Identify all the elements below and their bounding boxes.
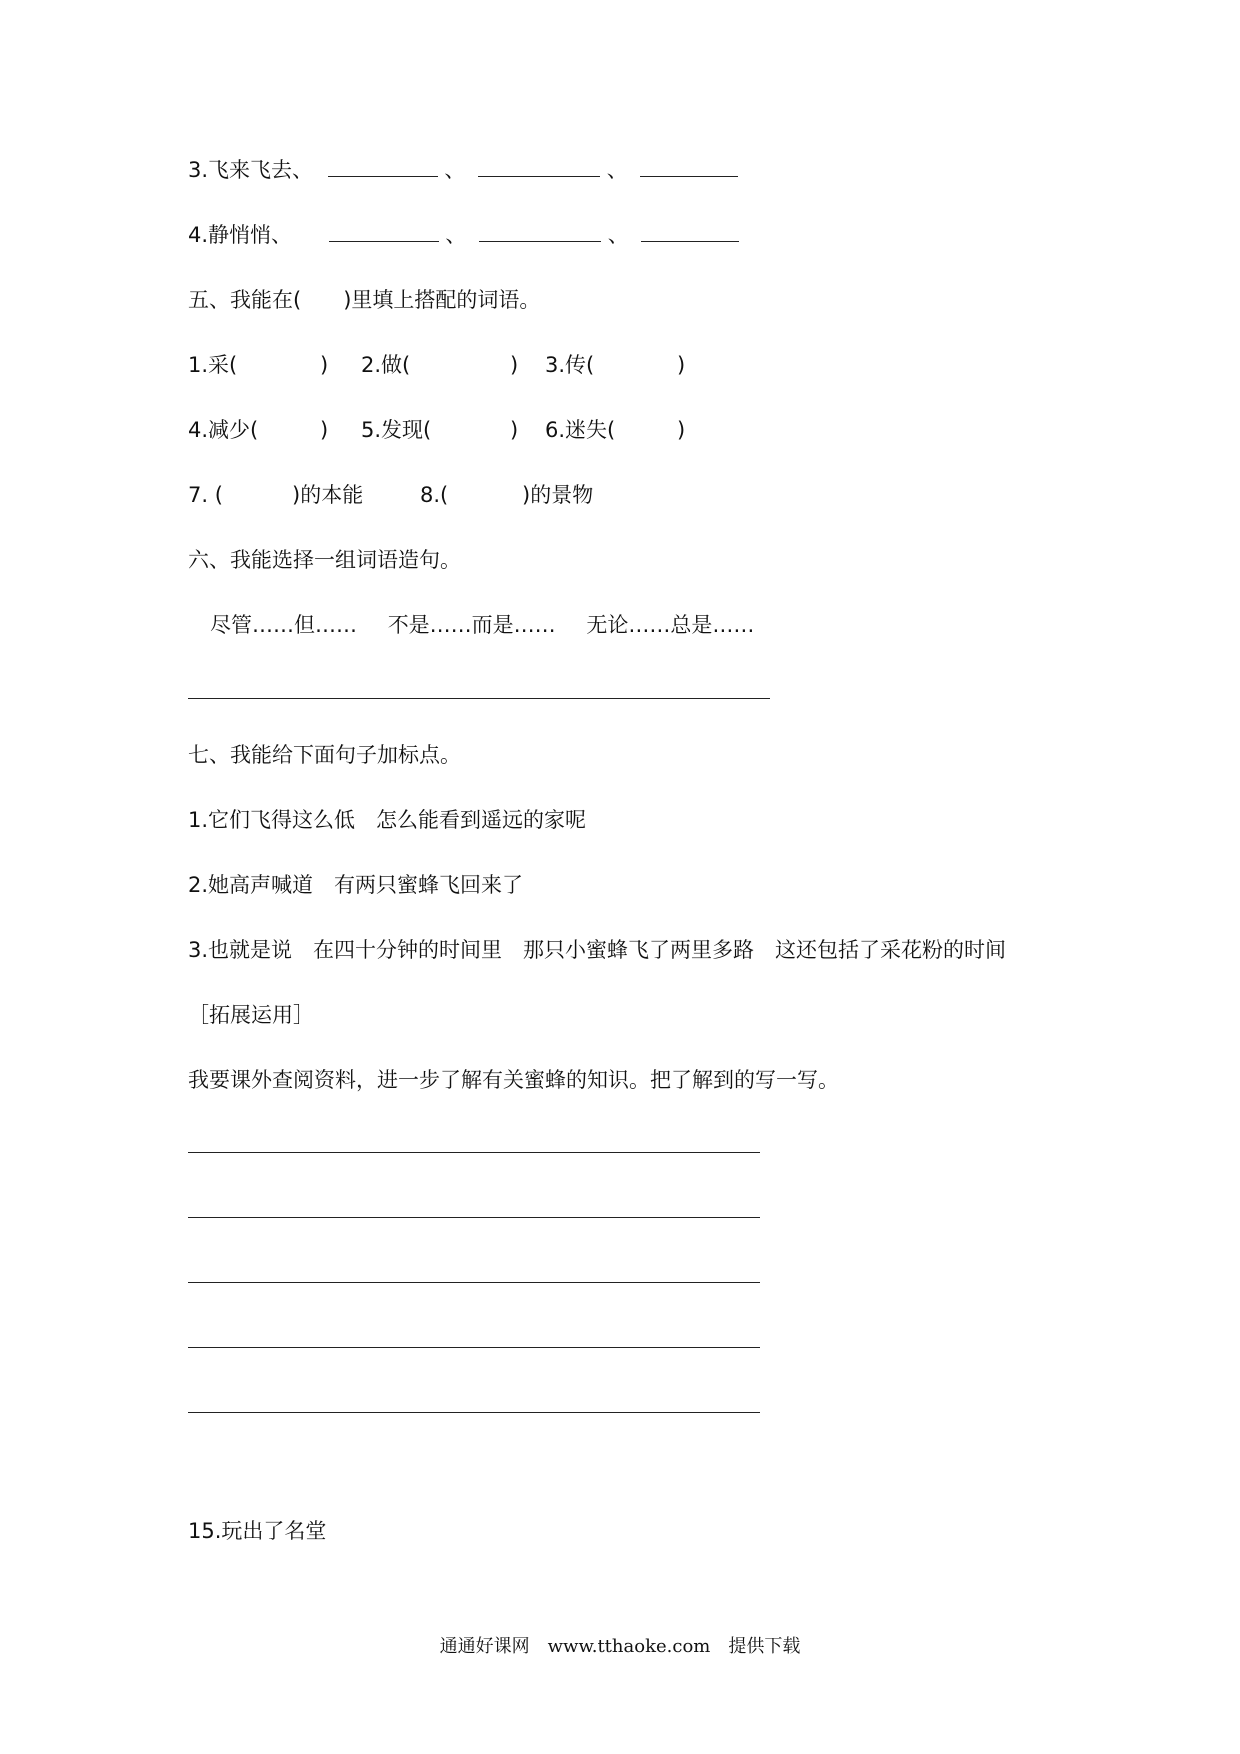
word-pair: 不是……而是…… (387, 613, 556, 637)
s7-sentence-2: 2.她高声喊道 有两只蜜蜂飞回来了 (188, 873, 524, 897)
footer-credit: 通通好课网 www.tthaoke.com 提供下载 (439, 1636, 801, 1657)
s5-item-7-close: )的本能 (292, 483, 364, 507)
answer-blank[interactable] (479, 221, 601, 242)
answer-blank[interactable] (329, 221, 439, 242)
sentence-answer-line[interactable] (188, 698, 770, 699)
s6-heading: 六、我能选择一组词语造句。 (188, 548, 461, 572)
s5-item-5-close: ) (510, 418, 519, 442)
separator: 、 (444, 158, 466, 182)
s5-item-7-open: 7. ( (188, 483, 223, 507)
separator: 、 (445, 223, 467, 247)
s5-item-3-open: 3.传( (545, 353, 595, 377)
writing-line-5[interactable] (188, 1412, 760, 1413)
writing-line-4[interactable] (188, 1347, 760, 1348)
s5-item-5-open: 5.发现( (361, 418, 432, 442)
s5-item-1-open: 1.采( (188, 353, 238, 377)
s5-item-1-close: ) (320, 353, 329, 377)
s5-item-4-open: 4.减少( (188, 418, 259, 442)
writing-line-2[interactable] (188, 1217, 760, 1218)
s5-item-3-close: ) (677, 353, 686, 377)
writing-line-1[interactable] (188, 1152, 760, 1153)
separator: 、 (606, 158, 628, 182)
answer-blank[interactable] (641, 221, 739, 242)
s5-item-2-open: 2.做( (361, 353, 411, 377)
separator: 、 (607, 223, 629, 247)
s4-item-3 (188, 156, 738, 184)
s4-item-3-label: 3.飞来飞去、 (188, 158, 314, 182)
writing-line-3[interactable] (188, 1282, 760, 1283)
s5-heading: 五、我能在( )里填上搭配的词语。 (188, 288, 541, 312)
word-pair: 尽管……但…… (210, 613, 357, 637)
next-lesson-title: 15.玩出了名堂 (188, 1519, 327, 1543)
s7-heading: 七、我能给下面句子加标点。 (188, 743, 461, 767)
answer-blank[interactable] (328, 156, 438, 177)
s7-sentence-1: 1.它们飞得这么低 怎么能看到遥远的家呢 (188, 808, 587, 832)
extension-prompt: 我要课外查阅资料，进一步了解有关蜜蜂的知识。把了解到的写一写。 (188, 1068, 839, 1092)
s5-item-8-open: 8.( (420, 483, 449, 507)
s4-item-4 (188, 221, 739, 249)
s5-item-8-close: )的景物 (522, 483, 594, 507)
s6-word-pairs (210, 611, 754, 639)
s5-item-6-open: 6.迷失( (545, 418, 616, 442)
s5-item-4-close: ) (320, 418, 329, 442)
answer-blank[interactable] (478, 156, 600, 177)
s5-item-6-close: ) (677, 418, 686, 442)
answer-blank[interactable] (640, 156, 738, 177)
extension-heading: ［拓展运用］ (188, 1003, 314, 1027)
s7-sentence-3: 3.也就是说 在四十分钟的时间里 那只小蜜蜂飞了两里多路 这还包括了采花粉的时间 (188, 938, 1007, 962)
word-pair: 无论……总是…… (586, 613, 755, 637)
s5-item-2-close: ) (510, 353, 519, 377)
s4-item-4-label: 4.静悄悄、 (188, 223, 293, 247)
